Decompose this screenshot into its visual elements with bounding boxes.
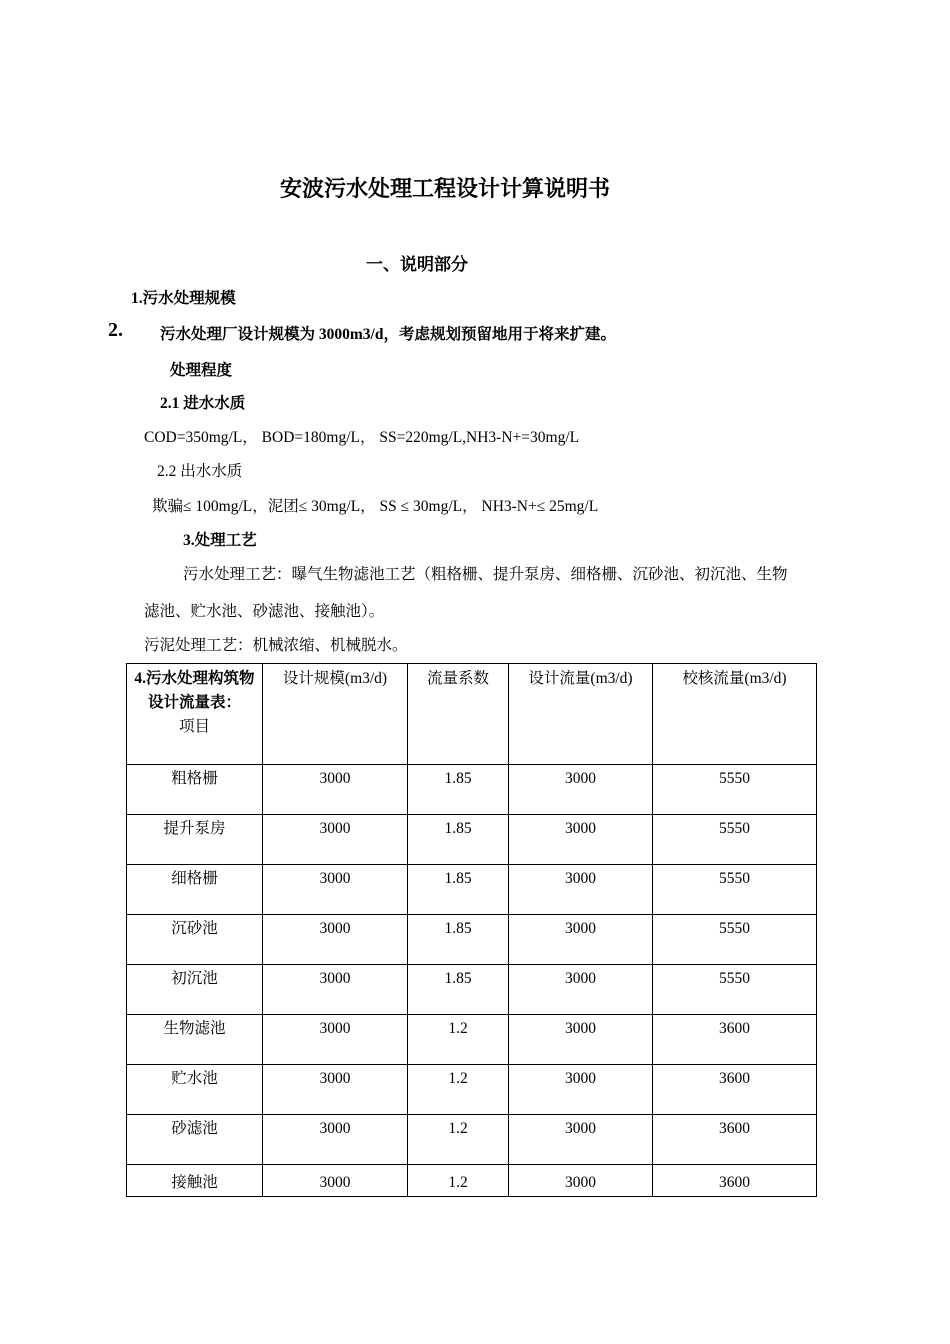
section-heading: 一、说明部分: [366, 255, 468, 274]
flow-table: [126, 663, 817, 1197]
row-item: 粗格栅: [127, 765, 263, 815]
row-item: 贮水池: [127, 1065, 263, 1115]
table-row: [127, 965, 817, 1015]
s22-heading: 2.2 出水水质: [157, 463, 243, 480]
row-flow-coefficient: 1.2: [408, 1065, 509, 1115]
table-row: [127, 1165, 817, 1197]
row-check-flow: 3600: [653, 1065, 817, 1115]
table-row: [127, 1015, 817, 1065]
row-check-flow: 5550: [653, 915, 817, 965]
row-item: 沉砂池: [127, 915, 263, 965]
table-header-row: [127, 664, 817, 765]
table-row: [127, 765, 817, 815]
table-row: [127, 865, 817, 915]
s2-text: 污水处理厂设计规模为 3000m3/d，考虑规划预留地用于将来扩建。: [160, 326, 616, 343]
row-design-flow: 3000: [509, 815, 653, 865]
row-design-scale: 3000: [263, 815, 408, 865]
row-item: 提升泵房: [127, 815, 263, 865]
table-row: [127, 915, 817, 965]
row-item: 细格栅: [127, 865, 263, 915]
row-item: 接触池: [127, 1165, 263, 1197]
row-check-flow: 5550: [653, 815, 817, 865]
row-design-scale: 3000: [263, 865, 408, 915]
row-design-scale: 3000: [263, 1065, 408, 1115]
row-design-flow: 3000: [509, 1065, 653, 1115]
row-flow-coefficient: 1.85: [408, 965, 509, 1015]
effluent-quality: 欺骗≤ 100mg/L，泥团≤ 30mg/L， SS ≤ 30mg/L， NH3-N+≤ 25mg/L: [152, 498, 599, 515]
table-row: [127, 1065, 817, 1115]
row-flow-coefficient: 1.85: [408, 815, 509, 865]
row-item: 生物滤池: [127, 1015, 263, 1065]
treatment-degree-heading: 处理程度: [170, 362, 233, 379]
row-flow-coefficient: 1.2: [408, 1165, 509, 1197]
row-design-scale: 3000: [263, 1015, 408, 1065]
document-title: 安波污水处理工程设计计算说明书: [279, 176, 610, 201]
process-line-1: 污水处理工艺：曝气生物滤池工艺（粗格栅、提升泵房、细格栅、沉砂池、初沉池、生物: [183, 566, 788, 583]
s21-heading: 2.1 进水水质: [160, 395, 246, 412]
row-design-flow: 3000: [509, 1165, 653, 1197]
header-item-cell: [127, 664, 263, 765]
row-design-flow: 3000: [509, 1115, 653, 1165]
process-line-2: 滤池、贮水池、砂滤池、接触池）。: [144, 603, 385, 620]
table-row: [127, 1115, 817, 1165]
row-design-flow: 3000: [509, 965, 653, 1015]
row-design-flow: 3000: [509, 765, 653, 815]
row-design-scale: 3000: [263, 1115, 408, 1165]
row-check-flow: 5550: [653, 865, 817, 915]
s1-heading: 1.污水处理规模: [131, 290, 236, 307]
row-check-flow: 5550: [653, 965, 817, 1015]
row-design-flow: 3000: [509, 915, 653, 965]
header-design-scale: 设计规模(m3/d): [263, 664, 408, 765]
header-design-flow: 设计流量(m3/d): [509, 664, 653, 765]
row-check-flow: 3600: [653, 1165, 817, 1197]
s3-heading: 3.处理工艺: [183, 532, 257, 549]
row-check-flow: 3600: [653, 1115, 817, 1165]
row-item: 砂滤池: [127, 1115, 263, 1165]
sludge-process: 污泥处理工艺：机械浓缩、机械脱水。: [144, 637, 408, 654]
row-check-flow: 5550: [653, 765, 817, 815]
table-caption: 4.污水处理构筑物设计流量表：: [134, 670, 255, 711]
row-check-flow: 3600: [653, 1015, 817, 1065]
row-flow-coefficient: 1.85: [408, 765, 509, 815]
header-item-label: 项目: [178, 718, 210, 735]
row-flow-coefficient: 1.2: [408, 1015, 509, 1065]
row-item: 初沉池: [127, 965, 263, 1015]
row-design-flow: 3000: [509, 1015, 653, 1065]
header-flow-coefficient: 流量系数: [408, 664, 509, 765]
row-design-scale: 3000: [263, 915, 408, 965]
row-design-scale: 3000: [263, 965, 408, 1015]
table-row: [127, 815, 817, 865]
row-flow-coefficient: 1.2: [408, 1115, 509, 1165]
header-check-flow: 校核流量(m3/d): [653, 664, 817, 765]
row-flow-coefficient: 1.85: [408, 865, 509, 915]
influent-quality: COD=350mg/L， BOD=180mg/L， SS=220mg/L,NH3-N+=30mg/L: [144, 429, 580, 446]
row-design-scale: 3000: [263, 765, 408, 815]
s2-number: 2.: [108, 319, 123, 341]
row-design-scale: 3000: [263, 1165, 408, 1197]
row-design-flow: 3000: [509, 865, 653, 915]
row-flow-coefficient: 1.85: [408, 915, 509, 965]
